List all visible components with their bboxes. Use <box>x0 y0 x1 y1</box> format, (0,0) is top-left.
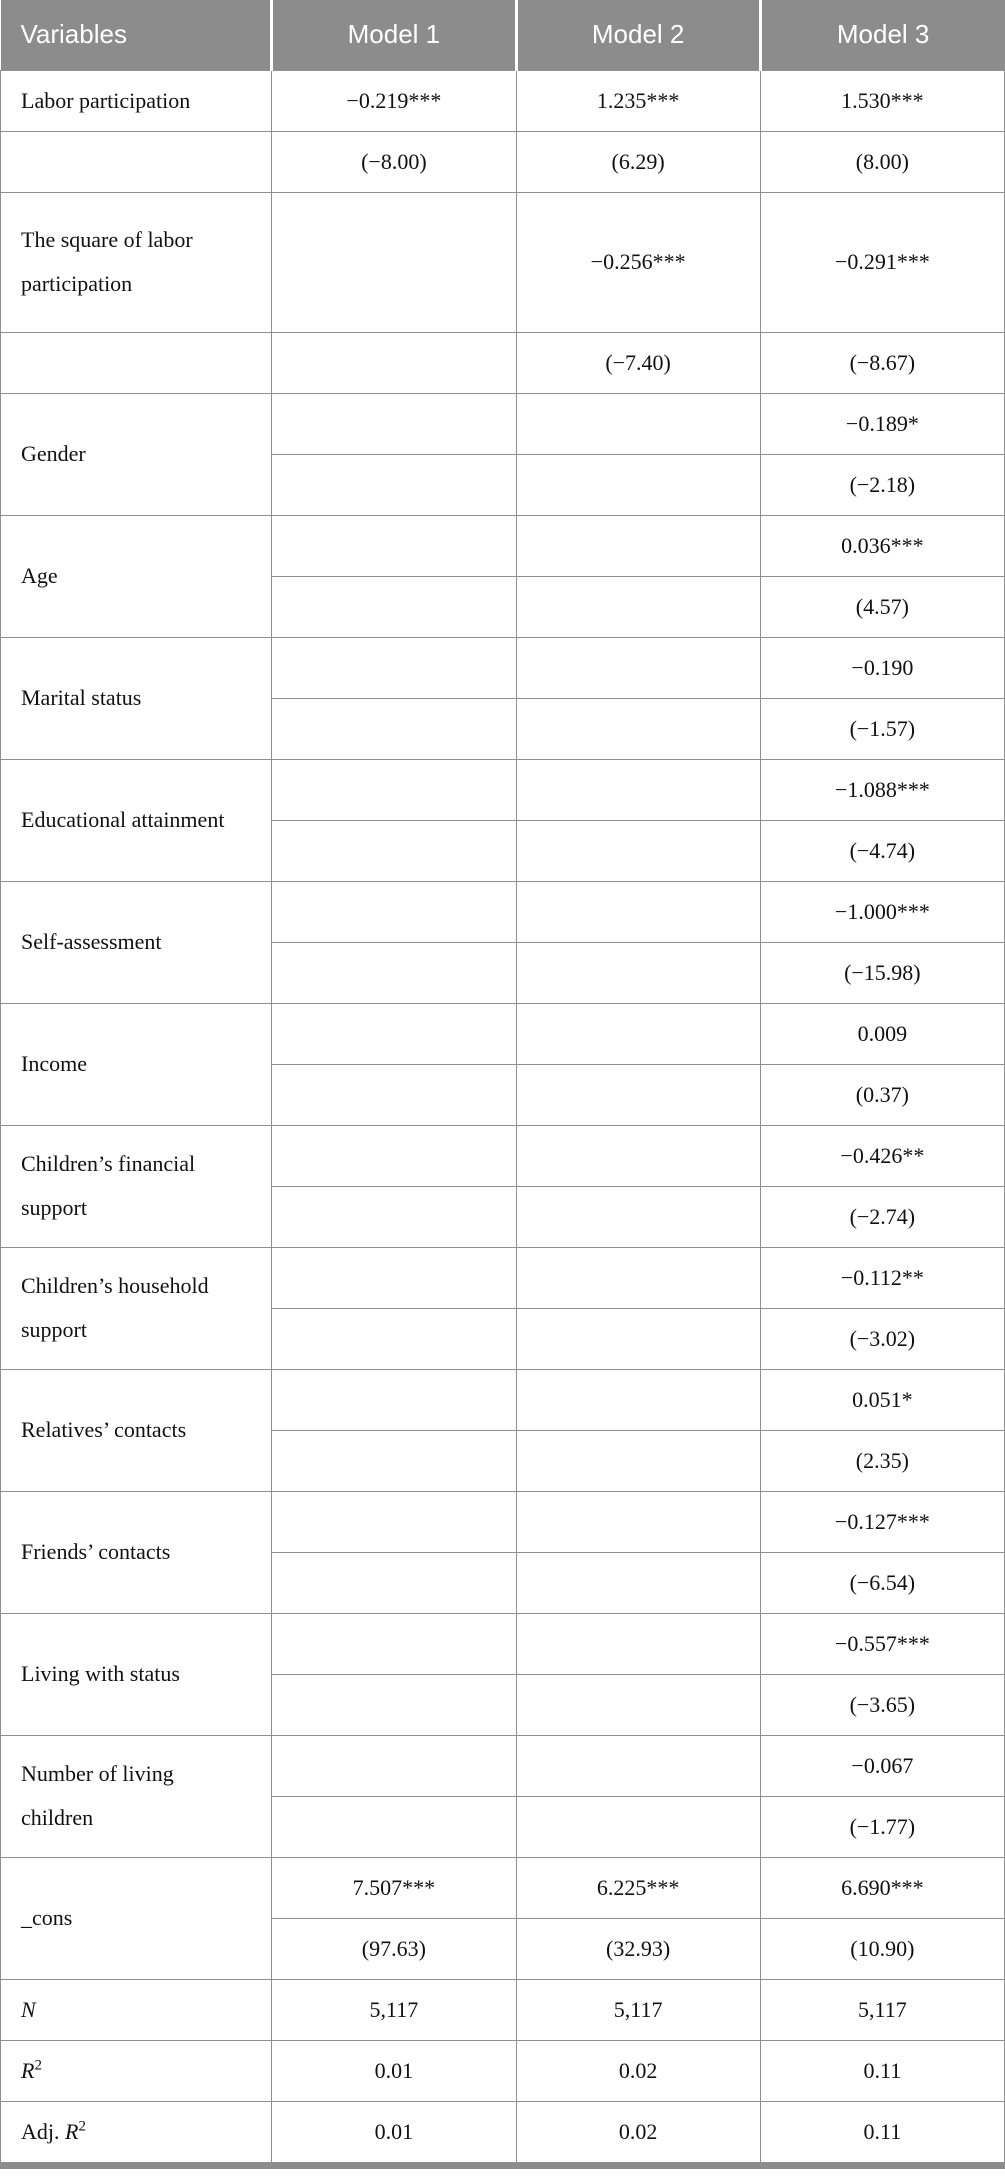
value-cell: (−2.74) <box>760 1186 1004 1247</box>
value-cell: (2.35) <box>760 1430 1004 1491</box>
value-cell: 0.11 <box>760 2101 1004 2162</box>
value-cell <box>272 759 516 820</box>
variable-cell: Number of living children <box>1 1735 272 1857</box>
table-row <box>1 2040 1005 2101</box>
value-cell <box>516 942 760 1003</box>
value-cell <box>516 1308 760 1369</box>
table-row <box>1 70 1005 131</box>
value-cell: −0.426** <box>760 1125 1004 1186</box>
value-cell <box>272 515 516 576</box>
variable-cell: Marital status <box>1 637 272 759</box>
value-cell <box>272 1552 516 1613</box>
value-cell: (−8.67) <box>760 332 1004 393</box>
variable-cell: Relatives’ contacts <box>1 1369 272 1491</box>
value-cell: 0.01 <box>272 2101 516 2162</box>
value-cell <box>516 881 760 942</box>
value-cell: −0.256*** <box>516 192 760 332</box>
value-cell <box>516 1003 760 1064</box>
table-row <box>1 332 1005 393</box>
table-row <box>1 192 1005 332</box>
value-cell <box>272 1674 516 1735</box>
value-cell: (−1.77) <box>760 1796 1004 1857</box>
table-row <box>1 881 1005 942</box>
value-cell: 0.036*** <box>760 515 1004 576</box>
value-cell: (−7.40) <box>516 332 760 393</box>
value-cell: (−6.54) <box>760 1552 1004 1613</box>
variable-cell: Income <box>1 1003 272 1125</box>
variable-cell: Labor participation <box>1 70 272 131</box>
value-cell: 0.009 <box>760 1003 1004 1064</box>
table-row <box>1 1857 1005 1918</box>
table-row <box>1 1613 1005 1674</box>
variable-cell: Friends’ contacts <box>1 1491 272 1613</box>
value-cell <box>272 1003 516 1064</box>
value-cell: (−4.74) <box>760 820 1004 881</box>
value-cell <box>516 576 760 637</box>
variable-cell <box>1 2101 272 2162</box>
value-cell <box>516 820 760 881</box>
value-cell <box>516 393 760 454</box>
value-cell <box>516 515 760 576</box>
table-row <box>1 1735 1005 1796</box>
value-cell: (−2.18) <box>760 454 1004 515</box>
variable-cell: Living with status <box>1 1613 272 1735</box>
value-cell: −0.189* <box>760 393 1004 454</box>
value-cell: −0.557*** <box>760 1613 1004 1674</box>
stat-label-n: N <box>21 1996 36 2022</box>
value-cell <box>516 637 760 698</box>
value-cell <box>516 1674 760 1735</box>
value-cell <box>272 820 516 881</box>
value-cell: 6.225*** <box>516 1857 760 1918</box>
value-cell <box>272 192 516 332</box>
table-row <box>1 1979 1005 2040</box>
value-cell: 5,117 <box>760 1979 1004 2040</box>
value-cell: (8.00) <box>760 131 1004 192</box>
value-cell <box>516 1186 760 1247</box>
table-row <box>1 1247 1005 1308</box>
variable-cell: Age <box>1 515 272 637</box>
value-cell <box>516 1735 760 1796</box>
value-cell: −0.291*** <box>760 192 1004 332</box>
value-cell: (4.57) <box>760 576 1004 637</box>
value-cell: 0.051* <box>760 1369 1004 1430</box>
table-body <box>1 70 1005 2162</box>
value-cell: 5,117 <box>272 1979 516 2040</box>
table-row <box>1 637 1005 698</box>
value-cell <box>272 1308 516 1369</box>
stat-label-r: R <box>65 2118 79 2144</box>
value-cell <box>516 1369 760 1430</box>
table-row <box>1 1491 1005 1552</box>
value-cell <box>272 1430 516 1491</box>
value-cell <box>516 698 760 759</box>
value-cell: −0.067 <box>760 1735 1004 1796</box>
table-row <box>1 1369 1005 1430</box>
value-cell <box>272 332 516 393</box>
variable-cell <box>1 1979 272 2040</box>
header-row <box>1 0 1005 70</box>
value-cell: 1.530*** <box>760 70 1004 131</box>
variable-cell: _cons <box>1 1857 272 1979</box>
value-cell <box>272 1613 516 1674</box>
value-cell <box>516 1552 760 1613</box>
value-cell: 0.01 <box>272 2040 516 2101</box>
value-cell <box>516 1430 760 1491</box>
value-cell <box>516 1796 760 1857</box>
value-cell: 0.11 <box>760 2040 1004 2101</box>
value-cell: −0.219*** <box>272 70 516 131</box>
value-cell <box>272 1796 516 1857</box>
value-cell: (−3.65) <box>760 1674 1004 1735</box>
variable-cell <box>1 332 272 393</box>
value-cell: (10.90) <box>760 1918 1004 1979</box>
value-cell: −0.190 <box>760 637 1004 698</box>
column-header-model2: Model 2 <box>516 0 760 70</box>
value-cell: −1.000*** <box>760 881 1004 942</box>
value-cell: 6.690*** <box>760 1857 1004 1918</box>
column-header-model1: Model 1 <box>272 0 516 70</box>
value-cell: 7.507*** <box>272 1857 516 1918</box>
stat-label-prefix: Adj. <box>21 2118 65 2144</box>
variable-cell: Children’s financial support <box>1 1125 272 1247</box>
value-cell <box>272 1735 516 1796</box>
variable-cell <box>1 2040 272 2101</box>
stat-label-r: R <box>21 2057 35 2083</box>
table-row <box>1 759 1005 820</box>
value-cell: (−1.57) <box>760 698 1004 759</box>
value-cell <box>272 576 516 637</box>
value-cell: (32.93) <box>516 1918 760 1979</box>
stat-label-sup: 2 <box>78 2118 86 2135</box>
value-cell <box>272 1064 516 1125</box>
table-header <box>1 0 1005 70</box>
value-cell: (−3.02) <box>760 1308 1004 1369</box>
value-cell: 0.02 <box>516 2040 760 2101</box>
value-cell <box>272 454 516 515</box>
table-row <box>1 1125 1005 1186</box>
value-cell <box>516 1613 760 1674</box>
table-row <box>1 393 1005 454</box>
value-cell <box>516 1247 760 1308</box>
value-cell <box>272 393 516 454</box>
value-cell <box>272 637 516 698</box>
value-cell: (−15.98) <box>760 942 1004 1003</box>
column-header-variables: Variables <box>1 0 272 70</box>
variable-cell: The square of labor participation <box>1 192 272 332</box>
value-cell <box>272 942 516 1003</box>
value-cell: 5,117 <box>516 1979 760 2040</box>
table-row <box>1 131 1005 192</box>
variable-cell <box>1 131 272 192</box>
value-cell: 1.235*** <box>516 70 760 131</box>
value-cell <box>272 881 516 942</box>
value-cell: (0.37) <box>760 1064 1004 1125</box>
variable-cell: Educational attainment <box>1 759 272 881</box>
value-cell: (−8.00) <box>272 131 516 192</box>
stat-label-sup: 2 <box>34 2057 42 2074</box>
value-cell <box>272 698 516 759</box>
value-cell <box>516 1491 760 1552</box>
value-cell: (97.63) <box>272 1918 516 1979</box>
variable-cell: Self-assessment <box>1 881 272 1003</box>
table-bottom-rule <box>0 2163 1005 2169</box>
variable-cell: Gender <box>1 393 272 515</box>
variable-cell: Children’s household support <box>1 1247 272 1369</box>
value-cell: −0.127*** <box>760 1491 1004 1552</box>
value-cell: 0.02 <box>516 2101 760 2162</box>
value-cell <box>516 1125 760 1186</box>
value-cell <box>272 1125 516 1186</box>
value-cell <box>272 1369 516 1430</box>
value-cell <box>516 759 760 820</box>
value-cell <box>272 1491 516 1552</box>
table-row <box>1 1003 1005 1064</box>
value-cell <box>272 1247 516 1308</box>
column-header-model3: Model 3 <box>760 0 1004 70</box>
table-row <box>1 2101 1005 2162</box>
table-row <box>1 515 1005 576</box>
value-cell: (6.29) <box>516 131 760 192</box>
value-cell: −0.112** <box>760 1247 1004 1308</box>
value-cell: −1.088*** <box>760 759 1004 820</box>
value-cell <box>516 1064 760 1125</box>
value-cell <box>272 1186 516 1247</box>
value-cell <box>516 454 760 515</box>
